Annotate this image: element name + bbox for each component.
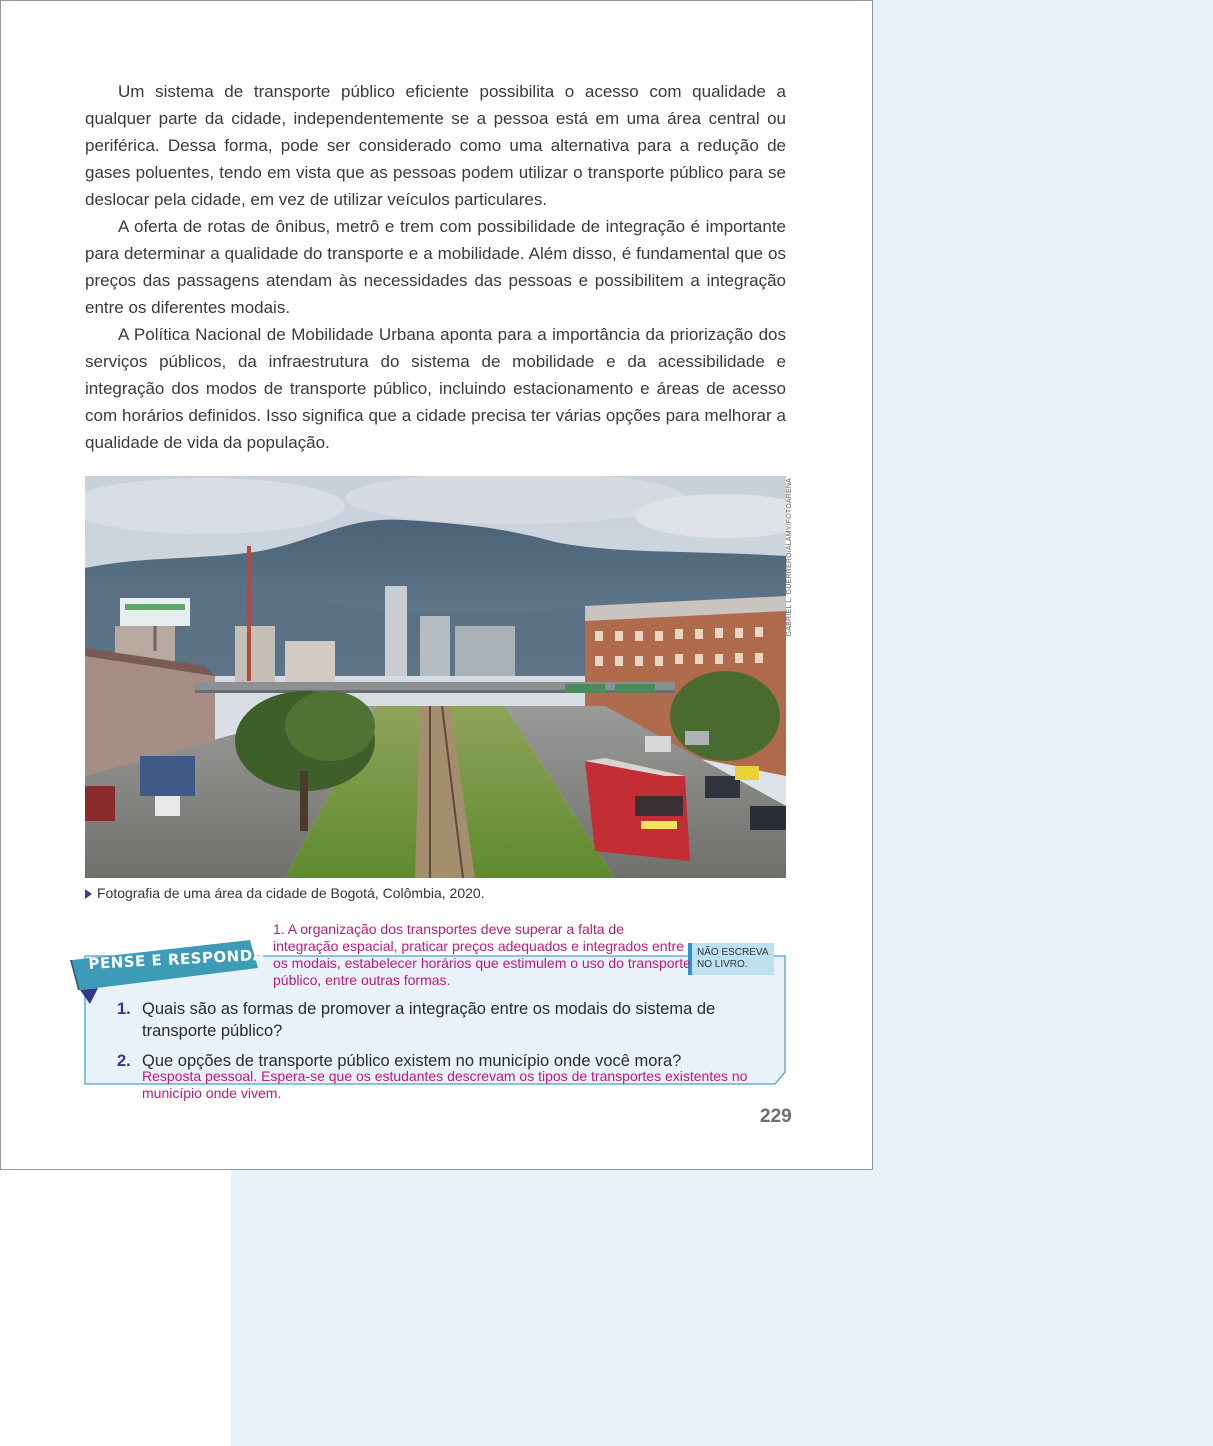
photo-caption bbox=[85, 885, 485, 901]
body-text bbox=[85, 78, 786, 456]
pense-e-responda-banner: PENSE E RESPONDA bbox=[88, 945, 266, 973]
notice-line: NO LIVRO. bbox=[697, 959, 748, 970]
question-number: 2. bbox=[117, 1052, 131, 1070]
paragraph: A oferta de rotas de ônibus, metrô e trem com possibilidade de integração é importante para determinar a qualidade do transporte e a mobilidade. Além disso, é fundamental que os preços das passagens atendam às necessidades das pessoas e possibilitem a integração entre os diferentes modais. bbox=[85, 217, 786, 317]
question-text: Quais são as formas de promover a integração entre os modais do sistema de transporte público? bbox=[142, 1000, 716, 1040]
page-number: 229 bbox=[760, 1106, 792, 1127]
paragraph: A Política Nacional de Mobilidade Urbana aponta para a importância da priorização dos serviços públicos, da infraestrutura do sistema de mobilidade e da acessibilidade e integração dos modos de transporte público, incluindo estacionamento e áreas de acesso com horários definidos. Isso significa que a cidade precisa ter várias opções para melhorar a qualidade de vida da população. bbox=[85, 325, 786, 452]
photo-credit: GABRIEL L. GUERRERO/ALAMY/FOTOARENA bbox=[786, 478, 793, 637]
answer-1: 1. A organização dos transportes deve superar a falta de integração espacial, praticar preços adequados e integrados entre os modais, estabelecer horários que estimulem o uso do transporte público, entre outras formas. bbox=[273, 921, 691, 988]
notice-line: NÃO ESCREVA bbox=[697, 947, 769, 958]
question-text: Que opções de transporte público existem no município onde você mora? bbox=[142, 1052, 682, 1070]
nao-escreva-notice bbox=[688, 943, 774, 975]
outer-background-bottom bbox=[231, 1170, 1213, 1446]
caption-bullet-icon bbox=[85, 889, 92, 899]
caption-text: Fotografia de uma área da cidade de Bogotá, Colômbia, 2020. bbox=[97, 885, 485, 901]
bogota-photo bbox=[85, 476, 786, 878]
answer-2: Resposta pessoal. Espera-se que os estudantes descrevam os tipos de transportes existentes no município onde vivem. bbox=[142, 1068, 748, 1101]
paragraph: Um sistema de transporte público eficiente possibilita o acesso com qualidade a qualquer parte da cidade, independentemente se a pessoa está em uma área central ou periférica. Dessa forma, pode ser considerado como uma alternativa para a redução de gases poluentes, tendo em vista que as pessoas podem utilizar o transporte público para se deslocar pela cidade, em vez de utilizar veículos particulares. bbox=[85, 82, 786, 209]
question-1 bbox=[117, 998, 757, 1042]
question-number: 1. bbox=[117, 1000, 131, 1018]
